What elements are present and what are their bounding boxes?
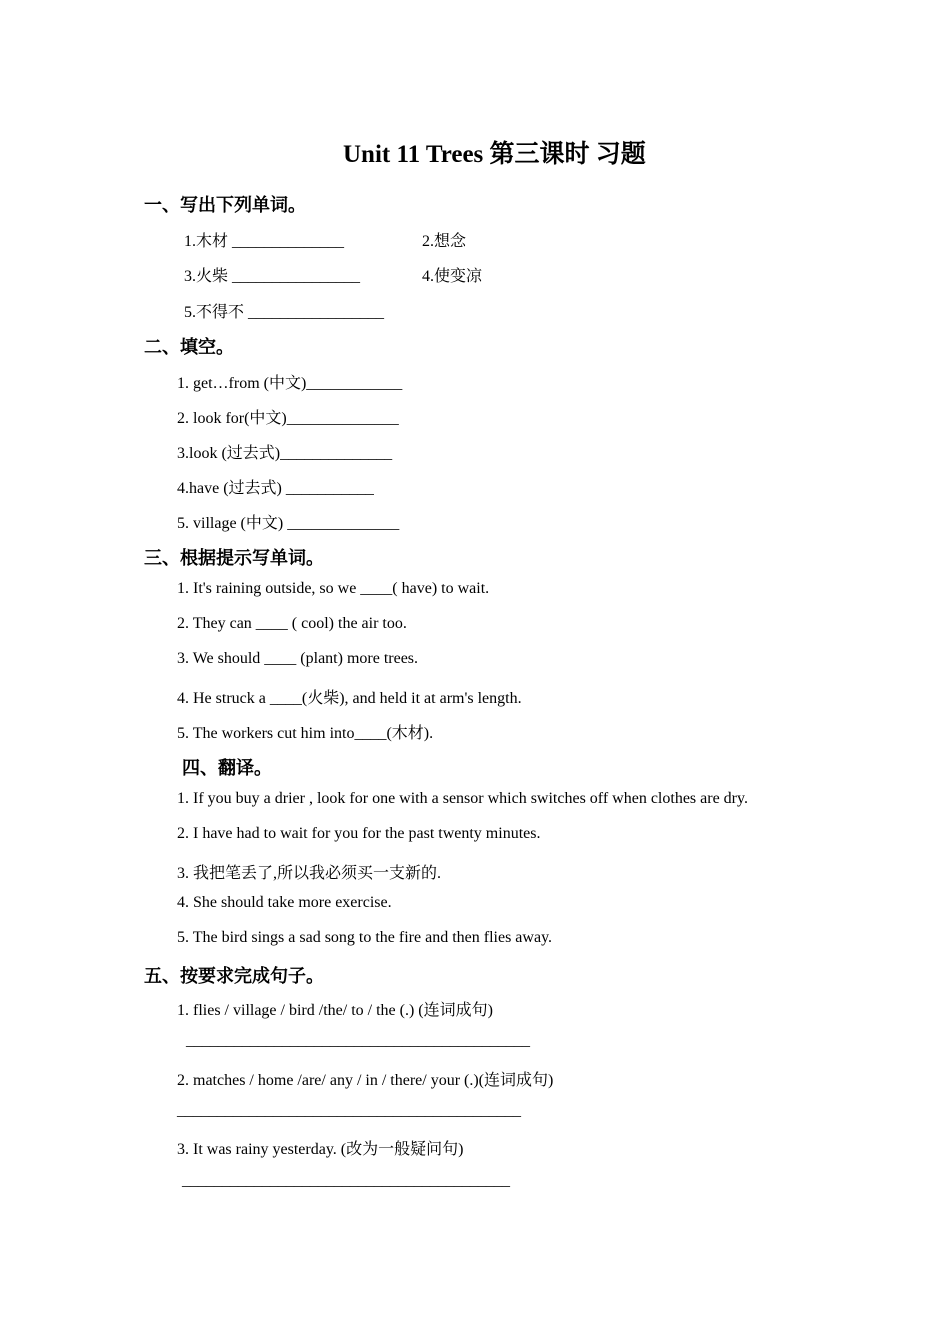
vocab-item: 4.使变凉 — [422, 268, 483, 285]
section-heading: 四、翻译。 — [182, 758, 272, 779]
exercise-line: 1. If you buy a drier , look for one with a sensor which switches off when clothes are dry. — [177, 790, 748, 807]
vocab-item: 1.木材 ______________ — [184, 233, 345, 250]
exercise-line: 2. matches / home /are/ any / in / there/ your (.)(连词成句) — [177, 1072, 554, 1089]
exercise-line: 4. She should take more exercise. — [177, 894, 392, 911]
section-heading: 三、根据提示写单词。 — [144, 548, 324, 569]
section-heading: 五、按要求完成句子。 — [144, 966, 324, 987]
exercise-line: 3. 我把笔丢了,所以我必须买一支新的. — [177, 865, 442, 882]
exercise-line: 1. get…from (中文)____________ — [177, 375, 403, 392]
answer-line: _________________________________________ — [182, 1172, 510, 1189]
exercise-line: 2. I have had to wait for you for the past twenty minutes. — [177, 825, 541, 842]
exercise-line: 1. flies / village / bird /the/ to / the (.) (连词成句) — [177, 1002, 493, 1019]
exercise-line: 2. They can ____ ( cool) the air too. — [177, 615, 407, 632]
exercise-line: 3. It was rainy yesterday. (改为一般疑问句) — [177, 1141, 464, 1158]
exercise-line: 5. The workers cut him into____(木材). — [177, 725, 434, 742]
page-title: Unit 11 Trees 第三课时 习题 — [343, 141, 646, 168]
answer-line: ___________________________________________ — [177, 1102, 521, 1119]
exercise-line: 5. The bird sings a sad song to the fire and then flies away. — [177, 929, 553, 946]
exercise-line: 4. He struck a ____(火柴), and held it at arm's length. — [177, 690, 522, 707]
exercise-line: 5. village (中文) ______________ — [177, 515, 400, 532]
vocab-item: 3.火柴 ________________ — [184, 268, 361, 285]
exercise-line: 2. look for(中文)______________ — [177, 410, 399, 427]
exercise-line: 3.look (过去式)______________ — [177, 445, 393, 462]
exercise-line: 3. We should ____ (plant) more trees. — [177, 650, 419, 667]
exercise-line: 1. It's raining outside, so we ____( have) to wait. — [177, 580, 490, 597]
exercise-line: 4.have (过去式) ___________ — [177, 480, 374, 497]
section-heading: 二、填空。 — [144, 337, 234, 358]
answer-line: ___________________________________________ — [186, 1032, 530, 1049]
vocab-item: 2.想念 — [422, 233, 467, 250]
section-heading: 一、写出下列单词。 — [144, 195, 306, 216]
vocab-item: 5.不得不 _________________ — [184, 304, 385, 321]
